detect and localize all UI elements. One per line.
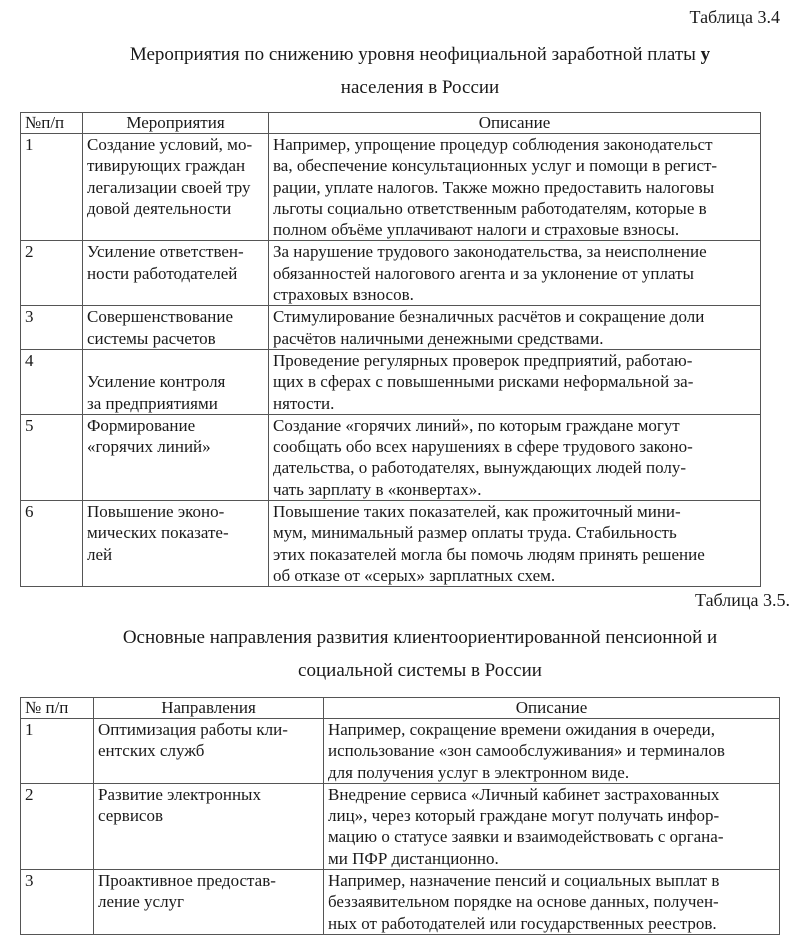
table-row [21,719,780,784]
row-number: 6 [21,501,83,587]
table-row [21,501,761,587]
header-num: № п/п [21,698,94,719]
description-cell-line: этих показателей могла бы помочь людям принять решение [273,544,705,564]
description-cell-line: ных от работодателей или государственных реестров. [328,913,717,933]
measure-cell-line: лей [87,544,113,564]
description-cell-line: беззаявительном порядке на основе данных, получен- [328,892,719,912]
row-number: 1 [21,719,94,784]
table-title: Мероприятия по снижению уровня неофициальной заработной платы у [129,44,711,65]
measure-cell-line: Повышение эконо- [87,502,225,522]
measure-cell [83,306,269,350]
measure-cell [83,501,269,587]
description-cell-line: Внедрение сервиса «Личный кабинет застрахованных [328,784,720,804]
table-row [21,134,761,241]
table-title-line2: социальной системы в России [298,660,542,681]
direction-cell-line: Оптимизация работы кли- [98,720,288,739]
description-cell-line: чать зарплату в «конвертах». [273,479,482,499]
direction-cell-line: ентских служб [98,741,205,761]
measure-cell-line: тивирующих граждан [87,156,246,176]
table-row [21,870,780,935]
measure-cell-line: Совершенствование [87,307,234,327]
row-number: 3 [21,870,94,935]
description-cell [269,134,761,241]
description-cell-line: Например, упрощение процедур соблюдения законодательст [273,135,713,154]
description-cell-line: обязанностей налогового агента и за уклонение от уплаты [273,263,694,283]
measure-cell-line: Усиление контроля [87,372,226,392]
measure-cell-line: довой деятельности [87,198,232,218]
description-cell-line: мацию о статусе заявки и взаимодействовать с органа- [328,827,724,847]
description-cell [269,241,761,306]
directions-table [20,697,780,935]
description-cell-line: Например, сокращение времени ожидания в очереди, [328,720,716,739]
direction-cell-line: Проактивное предостав- [98,871,276,891]
description-cell-line: ва, обеспечение консультационных услуг и помощи в регист- [273,156,718,176]
measure-cell-line: системы расчетов [87,328,216,348]
measure-cell [83,349,269,414]
measure-cell-line: легализации своей тру [87,177,251,197]
measure-cell-line: Формирование [87,415,196,435]
description-cell-line: мум, минимальный размер оплаты труда. Стабильность [273,523,677,543]
description-cell [324,870,780,935]
measure-cell-line: Создание условий, мо- [87,135,253,154]
row-number: 5 [21,414,83,500]
table-row [21,783,780,869]
description-cell-line: нятости. [273,393,335,413]
direction-cell-line: ление услуг [98,892,185,912]
header-num: №п/п [21,113,83,134]
table-header-row [21,113,761,134]
header-measures: Мероприятия [83,113,269,134]
description-cell-line: для получения услуг в электронном виде. [328,762,630,782]
header-directions: Направления [94,698,324,719]
measure-cell-line: мических показате- [87,523,229,543]
row-number: 2 [21,241,83,306]
description-cell [269,306,761,350]
table-row [21,306,761,350]
description-cell-line: сообщать обо всех нарушениях в сфере трудового законо- [273,437,693,457]
header-description: Описание [269,113,761,134]
measure-cell [83,241,269,306]
description-cell-line: расчётов наличными денежными средствами. [273,328,604,348]
description-cell-line: рации, уплате налогов. Также можно предоставить налоговы [273,177,715,197]
row-number: 1 [21,134,83,241]
header-description: Описание [324,698,780,719]
direction-cell [94,870,324,935]
measure-cell-line: за предприятиями [87,393,218,413]
direction-cell-line: Развитие электронных [98,784,261,804]
description-cell [269,414,761,500]
description-cell-line: Проведение регулярных проверок предприятий, работаю- [273,350,693,370]
table-caption: Таблица 3.5. [695,590,790,610]
direction-cell [94,783,324,869]
description-cell-line: полном объёме уплачивают налоги и страховые взносы. [273,220,680,240]
table-row [21,349,761,414]
table-title-line2: населения в России [340,77,500,98]
description-cell-line: щих в сферах с повышенными рисками неформальной за- [273,372,694,392]
description-cell [269,349,761,414]
measures-table [20,112,761,587]
description-cell-line: Например, назначение пенсий и социальных выплат в [328,871,720,891]
description-cell-line: Повышение таких показателей, как прожиточный мини- [273,502,681,522]
description-cell [324,783,780,869]
description-cell-line: За нарушение трудового законодательства, за неисполнение [273,242,707,262]
row-number: 3 [21,306,83,350]
description-cell-line: Стимулирование безналичных расчётов и сокращение доли [273,307,705,327]
description-cell-line: лиц», через который граждане могут получать инфор- [328,806,720,826]
description-cell-line: дательства, о работодателях, вынуждающих людей полу- [273,458,687,478]
table-row [21,414,761,500]
row-number: 2 [21,783,94,869]
table-caption: Таблица 3.4 [689,7,780,27]
measure-cell [83,414,269,500]
table-row [21,241,761,306]
table-header-row [21,698,780,719]
table-title: Основные направления развития клиентоориентированной пенсионной и [122,627,718,648]
measure-cell-line: ности работодателей [87,263,238,283]
description-cell-line: страховых взносов. [273,285,414,305]
measure-cell-line: «горячих линий» [87,437,211,457]
row-number: 4 [21,349,83,414]
description-cell [269,501,761,587]
description-cell-line: Создание «горячих линий», по которым граждане могут [273,415,680,435]
direction-cell [94,719,324,784]
description-cell-line: ми ПФР дистанционно. [328,848,499,868]
measure-cell [83,134,269,241]
description-cell-line: об отказе от «серых» зарплатных схем. [273,565,556,585]
description-cell [324,719,780,784]
description-cell-line: использование «зон самообслуживания» и терминалов [328,741,725,761]
measure-cell-line: Усиление ответствен- [87,242,244,262]
direction-cell-line: сервисов [98,806,163,826]
description-cell-line: льготы социально ответственным работодателям, которые в [273,198,707,218]
